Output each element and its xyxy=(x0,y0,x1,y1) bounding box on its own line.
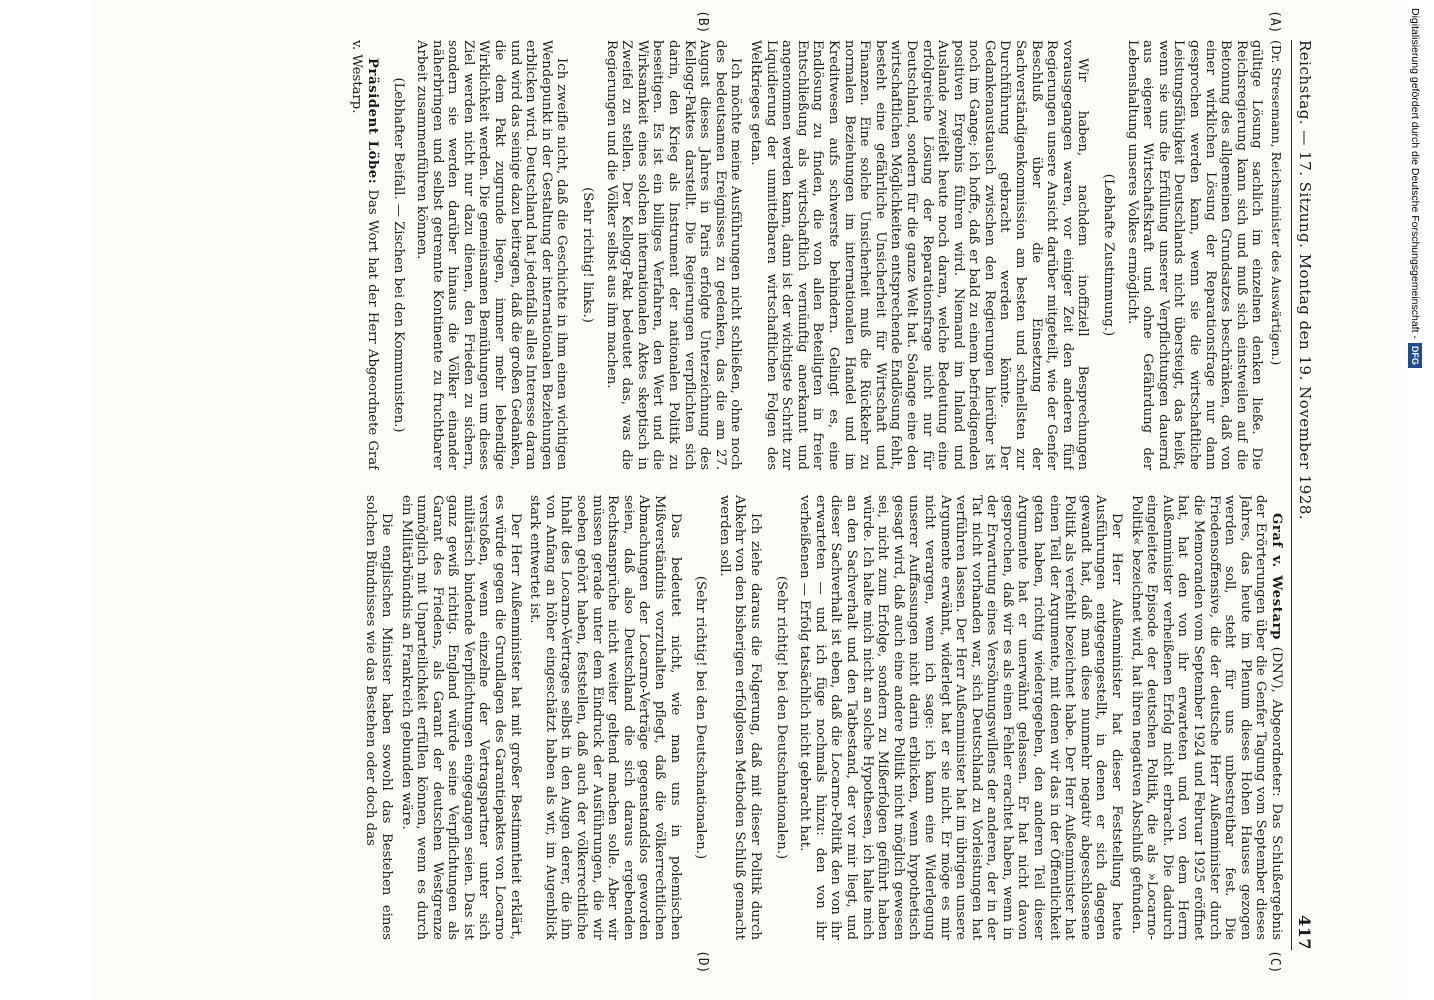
paragraph: Wir haben, nachdem inoffiziell Besprechungen vorausgegangen waren, vor einiger Zeit den anderen fünf Regierungen unsere Ansicht darüber mitgeteilt, wie der Genfer Beschluß über die Einsetzung der Sachverständigenkommission am besten und schnellsten zur Durchführung gebracht werden könnte. Der Gedankenaustausch zwischen den Regierungen hierüber ist noch im Gange; ich hoffe, daß er bald zu einem befriedigenden positiven Ergebnis führen wird. Niemand im Inland und Auslande zweifelt heute noch daran, welche Bedeutung eine erfolgreiche Lösung der Reparationsfrage nicht nur für Deutschland, sondern für die ganze Welt hat. Solange eine den wirtschaftlichen Möglichkeiten entsprechende Endlösung fehlt, besteht eine gefährliche Unsicherheit für Wirtschaft und Finanzen. Eine solche Unsicherheit muß die Rückkehr zu normalen Beziehungen im internationalen Handel und im Kreditwesen aufs schwerste behindern. Gelingt es, eine Endlösung zu finden, die von allen Beteiligten in freier Entschließung als wirtschaftlich vernünftig anerkannt und angenommen werden kann, dann ist der wichtigste Schritt zur Liquidierung der unmittelbaren wirtschaftlichen Folgen des Weltkrieges getan. xyxy=(748,40,1091,470)
margin-mark-a: (A) xyxy=(1267,10,1282,34)
speaker-paragraph xyxy=(1128,495,1284,940)
paragraph: Ich ziehe daraus die Folgerung, daß mit dieser Politik durch Abkehr von den bisherigen erfolglosen Methoden Schluß gemacht werden soll. xyxy=(716,495,763,940)
interjection: (Sehr richtig! bei den Deutschnationalen.) xyxy=(693,575,709,860)
president-text: Das Wort hat der Herr Abgeordnete Graf v. Westarp. xyxy=(349,40,380,470)
speaker-line: (Dr. Stresemann, Reichsminister des Auswärtigen.) xyxy=(1269,40,1284,366)
header-rule xyxy=(1291,40,1292,950)
paragraph: Der Herr Außenminister hat mit großer Bestimmtheit erklärt, es würde gegen die Grundlagen des Garantiepaktes von Locarno verstoßen, wenn einzelne der Vertragspartner unter sich militärisch bindende Verpflichtungen eingegangen seien. Das ist ganz gewiß richtig. England würde seine Verpflichtungen als Garant des Friedens, als Garant der deutschen Westgrenze unmöglich mit Unparteilichkeit erfüllen können, wenn es durch ein Militärbündnis an Frankreich gebunden wäre. xyxy=(398,495,523,940)
stamp-text: Digitalisierung gefördert durch die Deutsche Forschungsgemeinschaft - xyxy=(1409,8,1421,339)
paragraph: Der Herr Außenminister hat dieser Feststellung heute Ausführungen entgegengestellt, in denen er sich dagegen gewandt hat, daß man diese nunmehr negativ abgeschlossene Politik als verfehlt bezeichnet habe. Der Herr Außenminister hat einen Teil der Argumente, mit denen wir das in der Öffentlichkeit getan haben, richtig wiedergegeben, den anderen Teil dieser Argumente hat er unerwähnt gelassen. Er hat nicht davon gesprochen, daß wir es als einen Fehler erachtet haben, wenn in der Erwartung eines Versöhnungswillens der anderen, der in der Tat nicht vorhanden war, sich Deutschland zu Vorleistungen hat verführen lassen. Der Herr Außenminister hat im übrigen unsere Argumente erwähnt, widerlegt hat er sie nicht. Er möge es mir nicht verargen, wenn ich sage: ich kann eine Widerlegung unserer Auffassungen nicht darin erblicken, wenn hypothetisch gesagt wird, daß auch eine andere Politik nicht möglich gewesen sei, nicht zum Erfolge, sondern zu Mißerfolgen geführt haben würde. Ich halte mich nicht an solche Hypothesen, ich halte mich an den Sachverhalt und den Tatbestand, der vor mir liegt, und dieser Sachverhalt ist eben, daß die Locarno-Politik den von ihr erwarteten — und ich füge nochmals hinzu: den von ihr verheißenen — Erfolg tatsächlich nicht gebracht hat. xyxy=(797,495,1125,940)
president-paragraph xyxy=(349,40,380,470)
interjection: (Sehr richtig! bei den Deutschnationalen.) xyxy=(773,575,789,860)
dfg-stamp xyxy=(1404,8,1426,998)
header-title: Reichstag. — 17. Sitzung. Montag den 19. November 1928. xyxy=(1296,40,1314,521)
speaker-intro: (DNV), Abgeordneter: xyxy=(1269,646,1284,797)
document-page xyxy=(90,0,1400,1000)
margin-mark-b: (B) xyxy=(695,10,710,34)
right-column xyxy=(130,495,1284,940)
page-header xyxy=(1290,40,1318,950)
president-speaker: Präsident Löbe: xyxy=(364,58,380,185)
paragraph: Das bedeutet nicht, wie man uns in polemischen Mißverständnis vorzuhalten pflegt, daß die völkerrechtlichen Abmachungen der Locarno-Verträge gegenstandslos geworden seien, daß also Deutschland die sich daraus ergebenden Rechtsansprüche nicht weiter geltend machen solle. Aber wir müssen gerade unter dem Eindruck der Ausführungen, die wir soeben gehört haben, feststellen, daß auch der völkerrechtliche Inhalt des Locarno-Vertrages selbst in den Augen derer, die ihn von Anfang an höher eingeschätzt haben als wir, im Augenblick stark entwertet ist. xyxy=(527,495,683,940)
paragraph: Ich möchte meine Ausführungen nicht schließen, ohne noch des bedeutsamen Ereignisses zu gedenken, das die am 27. August dieses Jahres in Paris erfolgte Unterzeichnung des Kellogg-Paktes darstellt. Die Regierungen verpflichten sich darin, den Krieg als Instrument der nationalen Politik zu beseitigen. Es ist ein billiges Verfahren, den Wert und die Wirksamkeit eines solchen internationalen Aktes skeptisch in Zweifel zu stellen. Der Kellogg-Pakt bedeutet das, was die Regierungen und die Völker selbst aus ihm machen. xyxy=(603,40,744,470)
interjection: (Lebhafter Beifall. — Zischen bei den Kommunisten.) xyxy=(390,77,406,433)
interjection: (Sehr richtig! links.) xyxy=(580,187,596,323)
paragraph: gültige Lösung sachlich im einzelnen denken ließe. Die Reichsregierung kann sich und muß sich einstweilen auf die Betonung des allgemeinen Grundsatzes beschränken, daß von einer wirklichen Lösung der Reparationsfrage nur dann gesprochen werden kann, wenn sie die wirtschaftliche Leistungsfähigkeit Deutschlands nicht übersteigt, das heißt, wenn sie uns die Erfüllung unserer Verpflichtungen dauernd aus eigener Wirtschaftskraft und ohne Gefährdung der Lebenshaltung unseres Volkes ermöglicht. xyxy=(1124,40,1265,470)
dfg-logo: DFG xyxy=(1408,343,1422,368)
speaker-name: Graf v. Westarp xyxy=(1269,513,1284,640)
page-number: 417 xyxy=(1295,915,1314,950)
left-column xyxy=(130,40,1284,470)
margin-mark-d: (D) xyxy=(695,950,710,974)
paragraph: Die englischen Minister haben sowohl das Bestehen eines solchen Bündnisses wie das Bestehen oder doch das xyxy=(363,495,394,940)
paragraph: Das Schlußergebnis der Erörterungen über die Genfer Tagung vom September dieses Jahres, das heute im Plenum dieses Hohen Hauses gezogen werden soll, steht für uns unbestreitbar fest. Die Friedensoffensive, die der deutsche Herr Außenminister durch die Memoranden vom September 1924 und Februar 1925 eröffnet hat, hat den von ihr erwarteten und von dem Herrn Außenminister verheißenen Erfolg nicht erbracht. Die dadurch eingeleitete Episode der deutschen Politik, die als »Locarno-Politik« bezeichnet wird, hat ihren negativen Abschluß gefunden. xyxy=(1128,495,1284,940)
interjection: (Lebhafte Zustimmung.) xyxy=(1101,173,1117,337)
paragraph: Ich zweifle nicht, daß die Geschichte in ihm einen wichtigen Wendepunkt in der Gestaltung der internationalen Beziehungen erblicken wird. Deutschland hat jedenfalls alles Interesse daran und wird das seinige dazu beitragen, daß die großen Gedanken, die dem Pakt zugrunde liegen, immer mehr lebendige Wirklichkeit werden. Die gemeinsamen Bemühungen um dieses Ziel werden nicht nur dazu dienen, den Frieden zu sichern, sondern sie werden darüber hinaus die Völker einander näherbringen und selbst getrennte Kontinente zu fruchtbarer Arbeit zusammenführen können. xyxy=(414,40,570,470)
margin-mark-c: (C) xyxy=(1267,950,1282,974)
